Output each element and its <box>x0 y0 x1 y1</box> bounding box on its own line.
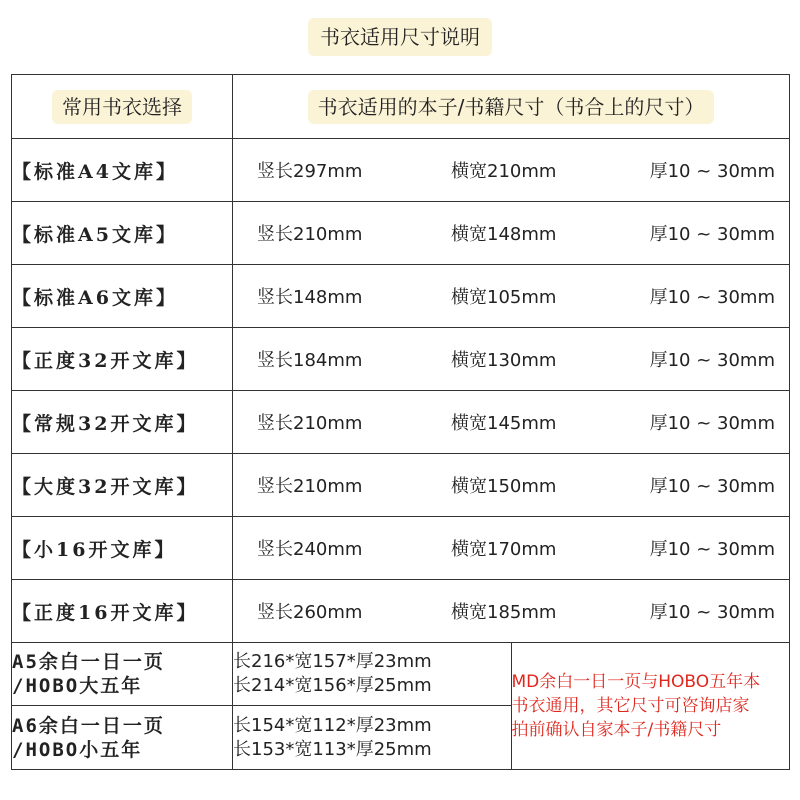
page-title: 书衣适用尺寸说明 <box>308 18 492 56</box>
special-size-line2: 长153*宽113*厚25mm <box>233 738 432 760</box>
header-cell-size <box>233 75 790 139</box>
row-label: 【大度32开文库】 <box>12 454 233 517</box>
row-label: 【标准A4文库】 <box>12 139 233 202</box>
width-value: 横宽130mm <box>451 350 557 371</box>
table-row <box>12 328 790 391</box>
special-size-line2: 长214*宽156*厚25mm <box>233 675 432 696</box>
special-sizes <box>233 706 512 770</box>
length-value: 竖长240mm <box>257 539 363 560</box>
note-line2: 书衣通用，其它尺寸可咨询店家 <box>511 696 750 716</box>
table-row <box>12 391 790 454</box>
length-value: 竖长260mm <box>257 602 363 623</box>
table-row-special <box>12 643 790 706</box>
length-value: 竖长210mm <box>257 413 363 434</box>
thickness-value: 厚10 ~ 30mm <box>649 350 775 371</box>
width-value: 横宽185mm <box>451 602 557 623</box>
row-label: 【小16开文库】 <box>12 517 233 580</box>
thickness-value: 厚10 ~ 30mm <box>649 476 775 497</box>
length-value: 竖长184mm <box>257 350 363 371</box>
width-value: 横宽145mm <box>451 413 557 434</box>
special-label <box>12 706 233 770</box>
length-value: 竖长297mm <box>257 161 363 182</box>
thickness-value: 厚10 ~ 30mm <box>649 287 775 308</box>
width-value: 横宽105mm <box>451 287 557 308</box>
length-value: 竖长148mm <box>257 287 363 308</box>
note-cell <box>511 643 790 770</box>
thickness-value: 厚10 ~ 30mm <box>649 161 775 182</box>
width-value: 横宽150mm <box>451 476 557 497</box>
thickness-value: 厚10 ~ 30mm <box>649 539 775 560</box>
special-sizes <box>233 643 512 706</box>
row-label: 【正度32开文库】 <box>12 328 233 391</box>
special-label-line2: /HOBO大五年 <box>12 675 143 697</box>
header-choice: 常用书衣选择 <box>52 90 192 124</box>
row-label: 【标准A6文库】 <box>12 265 233 328</box>
special-label-line2: /HOBO小五年 <box>12 738 143 761</box>
special-label-line1: A5余白一日一页 <box>12 651 165 673</box>
special-size-line1: 长154*宽112*厚23mm <box>233 714 432 736</box>
width-value: 横宽148mm <box>451 224 557 245</box>
row-label: 【标准A5文库】 <box>12 202 233 265</box>
table-row <box>12 202 790 265</box>
row-dimensions <box>233 391 790 454</box>
table-row <box>12 580 790 643</box>
table-row <box>12 265 790 328</box>
row-dimensions <box>233 202 790 265</box>
length-value: 竖长210mm <box>257 476 363 497</box>
title-area <box>0 18 800 58</box>
row-label: 【正度16开文库】 <box>12 580 233 643</box>
thickness-value: 厚10 ~ 30mm <box>649 224 775 245</box>
size-table <box>11 74 790 770</box>
row-label: 【常规32开文库】 <box>12 391 233 454</box>
table-row <box>12 139 790 202</box>
width-value: 横宽170mm <box>451 539 557 560</box>
note-line1: MD余白一日一页与HOBO五年本 <box>511 672 761 692</box>
row-dimensions <box>233 328 790 391</box>
note-line3: 拍前确认自家本子/书籍尺寸 <box>511 720 722 740</box>
row-dimensions <box>233 454 790 517</box>
row-dimensions <box>233 139 790 202</box>
special-size-line1: 长216*宽157*厚23mm <box>233 651 432 672</box>
table-header-row <box>12 75 790 139</box>
table-row <box>12 454 790 517</box>
header-size: 书衣适用的本子/书籍尺寸（书合上的尺寸） <box>308 90 715 124</box>
thickness-value: 厚10 ~ 30mm <box>649 602 775 623</box>
width-value: 横宽210mm <box>451 161 557 182</box>
table-row <box>12 517 790 580</box>
row-dimensions <box>233 580 790 643</box>
header-cell-choice <box>12 75 233 139</box>
thickness-value: 厚10 ~ 30mm <box>649 413 775 434</box>
length-value: 竖长210mm <box>257 224 363 245</box>
row-dimensions <box>233 265 790 328</box>
row-dimensions <box>233 517 790 580</box>
special-label <box>12 643 233 706</box>
special-label-line1: A6余白一日一页 <box>12 714 165 737</box>
